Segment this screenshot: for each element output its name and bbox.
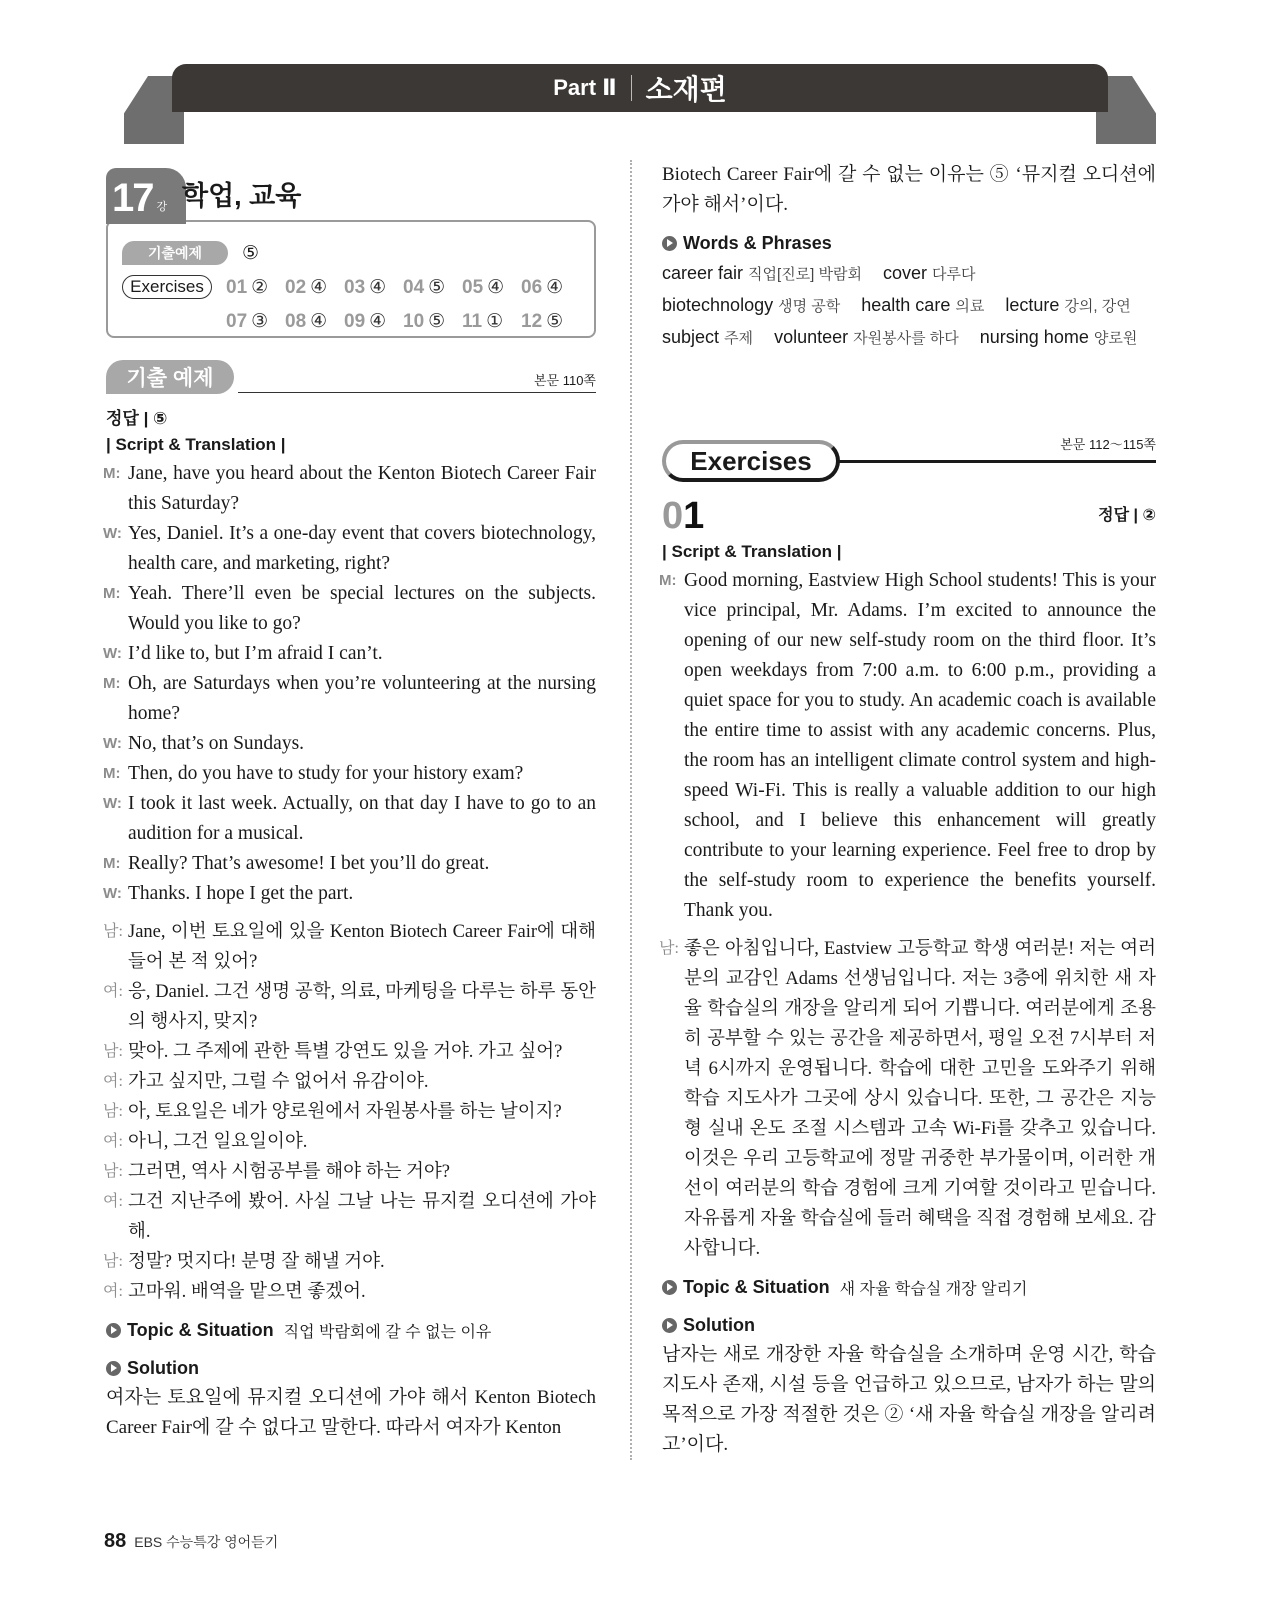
page-number: 88 bbox=[104, 1530, 127, 1552]
translation-text: 고마워. 배역을 맡으면 좋겠어. bbox=[128, 1282, 366, 1302]
exercise-answer-item bbox=[521, 310, 580, 333]
banner-separator bbox=[631, 75, 632, 101]
translation-line bbox=[103, 1187, 596, 1247]
exercise-number: 10 bbox=[403, 310, 425, 332]
solution-heading bbox=[662, 1310, 1156, 1340]
exercise-choice: ④ bbox=[310, 310, 328, 332]
exercises-label: Exercises bbox=[122, 275, 212, 299]
answer-label: 정답 | ⑤ bbox=[106, 409, 168, 428]
column-divider bbox=[630, 160, 632, 1460]
words-and-phrases bbox=[662, 258, 1156, 354]
exercise-choice: ② bbox=[251, 276, 269, 298]
word-english: volunteer bbox=[774, 327, 849, 347]
english-script bbox=[103, 459, 596, 909]
topic-text: 직업 박람회에 갈 수 없는 이유 bbox=[283, 1323, 492, 1341]
exercise-number: 02 bbox=[285, 276, 307, 298]
dialogue-line bbox=[103, 639, 596, 669]
speaker-label: 여: bbox=[103, 1283, 123, 1300]
speaker-label: W: bbox=[103, 735, 122, 752]
dialogue-text: No, that’s on Sundays. bbox=[128, 733, 305, 754]
speaker-label: W: bbox=[103, 645, 122, 662]
solution-label: Solution bbox=[683, 1314, 755, 1335]
translation-line bbox=[103, 1037, 596, 1067]
speaker-label: 남: bbox=[103, 1043, 123, 1060]
dialogue-text: Then, do you have to study for your history exam? bbox=[128, 763, 524, 784]
word-entry bbox=[861, 295, 984, 315]
part-title: 소재편 bbox=[645, 74, 727, 105]
lesson-title: 학업, 교육 bbox=[182, 181, 302, 211]
speaker-label: M: bbox=[103, 765, 121, 782]
exercise-answer-item bbox=[226, 310, 285, 333]
script-text: Good morning, Eastview High School students! This is your vice principal, Mr. Adams. I’m excited to announce the opening of our new self-study room on the third floor. It’s open weekdays from 7:00 a.m. to 6:00 p.m., providing a quiet space for you to study. An academic coach is available the entire time to assist with any academic concerns. Plus, the room has an intelligent climate control system and high-speed Wi-Fi. This is really a valuable addition to our high school, and I believe this enhancement will greatly contribute to your learning experience. Feel free to drop by the self-study room to experience the benefits yourself. Thank you. bbox=[684, 570, 1156, 921]
answer-key-box bbox=[106, 220, 596, 338]
exercise-number: 11 bbox=[462, 310, 483, 332]
play-bullet-icon bbox=[662, 1280, 677, 1295]
exercise-number: 12 bbox=[521, 310, 543, 332]
exercise-number: 06 bbox=[521, 276, 543, 298]
dialogue-line bbox=[103, 459, 596, 519]
exercise-answer-item bbox=[462, 276, 521, 299]
dialogue-line bbox=[103, 759, 596, 789]
dialogue-line bbox=[103, 579, 596, 639]
dialogue-text: Yeah. There’ll even be special lectures on the subjects. Would you like to go? bbox=[128, 583, 596, 634]
dialogue-line bbox=[103, 879, 596, 909]
dialogue-text: Thanks. I hope I get the part. bbox=[128, 883, 354, 904]
banner-bar bbox=[172, 64, 1108, 112]
exercise-answer-item bbox=[344, 310, 403, 333]
translation-line bbox=[103, 1097, 596, 1127]
exercise-choice: ④ bbox=[369, 276, 387, 298]
solution-text-continued: Biotech Career Fair에 갈 수 없는 이유는 ⑤ ‘뮤지컬 오디션에 가야 해서’이다. bbox=[662, 164, 1156, 215]
exercise-choice: ④ bbox=[369, 310, 387, 332]
lesson-number-tab bbox=[106, 168, 186, 224]
speaker-label: 남: bbox=[103, 923, 123, 940]
translation-text: 정말? 멋지다! 분명 잘 해낼 거야. bbox=[128, 1252, 385, 1272]
part-banner bbox=[124, 64, 1156, 144]
question-number: 01 bbox=[662, 495, 705, 537]
words-label: Words & Phrases bbox=[683, 232, 832, 253]
page-footer bbox=[104, 1530, 278, 1553]
dialogue-line bbox=[103, 519, 596, 579]
korean-translation bbox=[103, 917, 596, 1307]
word-english: subject bbox=[662, 327, 720, 347]
translation-text: 가고 싶지만, 그럴 수 없어서 유감이야. bbox=[128, 1072, 429, 1092]
topic-label: Topic & Situation bbox=[683, 1276, 830, 1297]
word-english: career fair bbox=[662, 263, 744, 283]
word-korean: 강의, 강연 bbox=[1064, 298, 1131, 315]
exercise-choice: ⑤ bbox=[428, 310, 446, 332]
lesson-unit: 강 bbox=[156, 201, 168, 213]
script-label: | Script & Translation | bbox=[662, 542, 842, 561]
right-column bbox=[659, 160, 1157, 1460]
word-english: health care bbox=[861, 295, 951, 315]
exercise-answer-item bbox=[344, 276, 403, 299]
speaker-label: M: bbox=[103, 585, 121, 602]
exercise-choice: ④ bbox=[310, 276, 328, 298]
solution-heading bbox=[106, 1353, 596, 1383]
question-header bbox=[662, 490, 1156, 536]
translation-text: 그러면, 역사 시험공부를 해야 하는 거야? bbox=[128, 1162, 450, 1182]
translation-text: 아니, 그건 일요일이야. bbox=[128, 1132, 308, 1152]
word-entry bbox=[662, 263, 862, 283]
speaker-label: 남: bbox=[103, 1163, 123, 1180]
speaker-label: 여: bbox=[103, 1133, 123, 1150]
dialogue-text: Oh, are Saturdays when you’re volunteering at the nursing home? bbox=[128, 673, 596, 724]
exercise-answers-7-12 bbox=[226, 310, 580, 333]
word-korean: 생명 공학 bbox=[778, 298, 841, 315]
speaker-label: M: bbox=[103, 855, 121, 872]
exercise-choice: ④ bbox=[546, 276, 564, 298]
word-entry bbox=[980, 327, 1138, 347]
exercise-number: 01 bbox=[226, 276, 248, 298]
translation-line bbox=[103, 1157, 596, 1187]
word-entry bbox=[1005, 295, 1130, 315]
word-entry bbox=[662, 295, 840, 315]
word-english: lecture bbox=[1005, 295, 1060, 315]
words-heading bbox=[662, 228, 1156, 258]
speaker-label: W: bbox=[103, 885, 122, 902]
dialogue-text: I’d like to, but I’m afraid I can’t. bbox=[128, 643, 383, 664]
speaker-label: 남: bbox=[103, 1103, 123, 1120]
word-english: biotechnology bbox=[662, 295, 774, 315]
speaker-label: M: bbox=[659, 572, 677, 589]
exercise-answer-item bbox=[403, 276, 462, 299]
section-rule bbox=[238, 392, 596, 393]
dialogue-text: Yes, Daniel. It’s a one-day event that covers biotechnology, health care, and marketing, right? bbox=[128, 523, 596, 574]
word-entry bbox=[883, 263, 976, 283]
play-bullet-icon bbox=[662, 1318, 677, 1333]
exercise-answer-row bbox=[122, 304, 580, 338]
topic-text: 새 자율 학습실 개장 알리기 bbox=[839, 1280, 1028, 1298]
word-korean: 다루다 bbox=[932, 266, 976, 283]
exercise-number: 04 bbox=[403, 276, 425, 298]
translation-text: 그건 지난주에 봤어. 사실 그날 나는 뮤지컬 오디션에 가야 해. bbox=[128, 1192, 596, 1242]
word-korean: 자원봉사를 하다 bbox=[853, 330, 959, 347]
dialogue-line bbox=[103, 849, 596, 879]
speaker-label: 남: bbox=[103, 1253, 123, 1270]
translation-text: 맞아. 그 주제에 관한 특별 강연도 있을 거야. 가고 싶어? bbox=[128, 1042, 563, 1062]
exercise-choice: ④ bbox=[487, 276, 505, 298]
exercise-choice: ③ bbox=[251, 310, 269, 332]
dialogue-line bbox=[103, 789, 596, 849]
speaker-label: 여: bbox=[103, 1073, 123, 1090]
word-korean: 주제 bbox=[724, 330, 754, 347]
exercise-answer-item bbox=[521, 276, 580, 299]
solution-text: 남자는 새로 개장한 자율 학습실을 소개하며 운영 시간, 학습 지도사 존재, 시설 등을 언급하고 있으므로, 남자가 하는 말의 목적으로 가장 적절한 것은 ② ‘새 자율 학습실 개장을 알리려고’이다. bbox=[662, 1344, 1156, 1455]
word-entry bbox=[774, 327, 959, 347]
exercise-answer-item bbox=[462, 310, 521, 333]
translation-line bbox=[103, 917, 596, 977]
word-korean: 직업[진로] 박람회 bbox=[748, 266, 862, 283]
page-reference: 본문 112～115쪽 bbox=[1060, 437, 1156, 452]
exercise-answer-item bbox=[403, 310, 462, 333]
translation-line bbox=[103, 1247, 596, 1277]
exercise-choice: ⑤ bbox=[546, 310, 564, 332]
exercise-number: 07 bbox=[226, 310, 248, 332]
page-reference: 본문 110쪽 bbox=[533, 373, 596, 388]
word-entry bbox=[662, 327, 753, 347]
translation-text: Jane, 이번 토요일에 있을 Kenton Biotech Career Fair에 대해 들어 본 적 있어? bbox=[128, 922, 596, 972]
speaker-label: 여: bbox=[103, 1193, 123, 1210]
example-section-header bbox=[106, 358, 596, 398]
translation-line bbox=[103, 977, 596, 1037]
exercise-answer-item bbox=[285, 310, 344, 333]
play-bullet-icon bbox=[662, 236, 677, 251]
topic-heading bbox=[106, 1315, 596, 1345]
example-section-label: 기출 예제 bbox=[106, 360, 234, 394]
exercises-section-label: Exercises bbox=[662, 440, 840, 482]
example-label: 기출예제 bbox=[122, 241, 228, 265]
word-korean: 의료 bbox=[955, 298, 985, 315]
topic-heading bbox=[662, 1272, 1156, 1302]
example-answer: ⑤ bbox=[242, 242, 260, 264]
exercise-number: 09 bbox=[344, 310, 366, 332]
question-answer: 정답 | ② bbox=[1098, 506, 1156, 524]
translation-line bbox=[103, 1127, 596, 1157]
word-korean: 양로원 bbox=[1093, 330, 1138, 347]
speaker-label: 남: bbox=[659, 940, 679, 957]
lesson-header bbox=[106, 160, 596, 220]
dialogue-text: Really? That’s awesome! I bet you’ll do great. bbox=[128, 853, 490, 874]
dialogue-line bbox=[103, 729, 596, 759]
dialogue-text: Jane, have you heard about the Kenton Biotech Career Fair this Saturday? bbox=[128, 463, 596, 514]
translation-line bbox=[103, 1067, 596, 1097]
exercise-choice: ⑤ bbox=[428, 276, 446, 298]
translation-line bbox=[103, 1277, 596, 1307]
korean-translation bbox=[659, 934, 1157, 1264]
lesson-number: 17 bbox=[112, 176, 153, 220]
left-column bbox=[103, 160, 596, 1443]
topic-label: Topic & Situation bbox=[127, 1319, 274, 1340]
exercise-number: 08 bbox=[285, 310, 307, 332]
exercise-answers-1-6 bbox=[226, 276, 580, 299]
speaker-label: M: bbox=[103, 675, 121, 692]
speaker-label: 여: bbox=[103, 983, 123, 1000]
word-english: cover bbox=[883, 263, 928, 283]
translation-text: 응, Daniel. 그건 생명 공학, 의료, 마케팅을 다루는 하루 동안의 행사지, 맞지? bbox=[128, 982, 596, 1032]
speaker-label: W: bbox=[103, 795, 122, 812]
speaker-label: M: bbox=[103, 465, 121, 482]
exercise-answer-item bbox=[285, 276, 344, 299]
exercise-number: 03 bbox=[344, 276, 366, 298]
play-bullet-icon bbox=[106, 1323, 121, 1338]
part-label: Part Ⅱ bbox=[553, 75, 617, 100]
dialogue-text: I took it last week. Actually, on that day I have to go to an audition for a musical. bbox=[128, 793, 596, 844]
translation-text: 좋은 아침입니다, Eastview 고등학교 학생 여러분! 저는 여러분의 교감인 Adams 선생님입니다. 저는 3층에 위치한 새 자율 학습실의 개장을 알리게 되어 기쁩니다. 여러분에게 조용히 공부할 수 있는 공간을 제공하면서, 평일 오전 7시부터 저녁 6시까지 운영됩니다. 학습에 대한 고민을 도와주기 위해 학습 지도사가 그곳에 상시 있습니다. 또한, 그 공간은 지능형 실내 온도 조절 시스템과 고속 Wi-Fi를 갖추고 있습니다. 이것은 우리 고등학교에 정말 귀중한 부가물이며, 이러한 개선이 여러분의 학습 경험에 크게 기여할 것이라고 믿습니다. 자유롭게 자율 학습실에 들러 혜택을 직접 경험해 보세요. 감사합니다. bbox=[684, 939, 1157, 1259]
exercise-answer-item bbox=[226, 276, 285, 299]
play-bullet-icon bbox=[106, 1361, 121, 1376]
word-english: nursing home bbox=[979, 327, 1089, 347]
exercises-section-header bbox=[662, 437, 1156, 490]
solution-label: Solution bbox=[127, 1357, 199, 1378]
book-title: EBS 수능특강 영어듣기 bbox=[134, 1534, 279, 1550]
english-script bbox=[659, 566, 1156, 926]
exercise-number: 05 bbox=[462, 276, 484, 298]
speaker-label: W: bbox=[103, 525, 122, 542]
script-label: | Script & Translation | bbox=[106, 435, 286, 454]
exercise-choice: ① bbox=[486, 310, 504, 332]
example-answer-row bbox=[122, 236, 580, 270]
solution-text: 여자는 토요일에 뮤지컬 오디션에 가야 해서 Kenton Biotech Career Fair에 갈 수 없다고 말한다. 따라서 여자가 Kenton bbox=[106, 1387, 596, 1438]
dialogue-line bbox=[103, 669, 596, 729]
translation-text: 아, 토요일은 네가 양로원에서 자원봉사를 하는 날이지? bbox=[128, 1102, 562, 1122]
section-rule bbox=[838, 460, 1156, 463]
exercise-answer-row bbox=[122, 270, 580, 304]
